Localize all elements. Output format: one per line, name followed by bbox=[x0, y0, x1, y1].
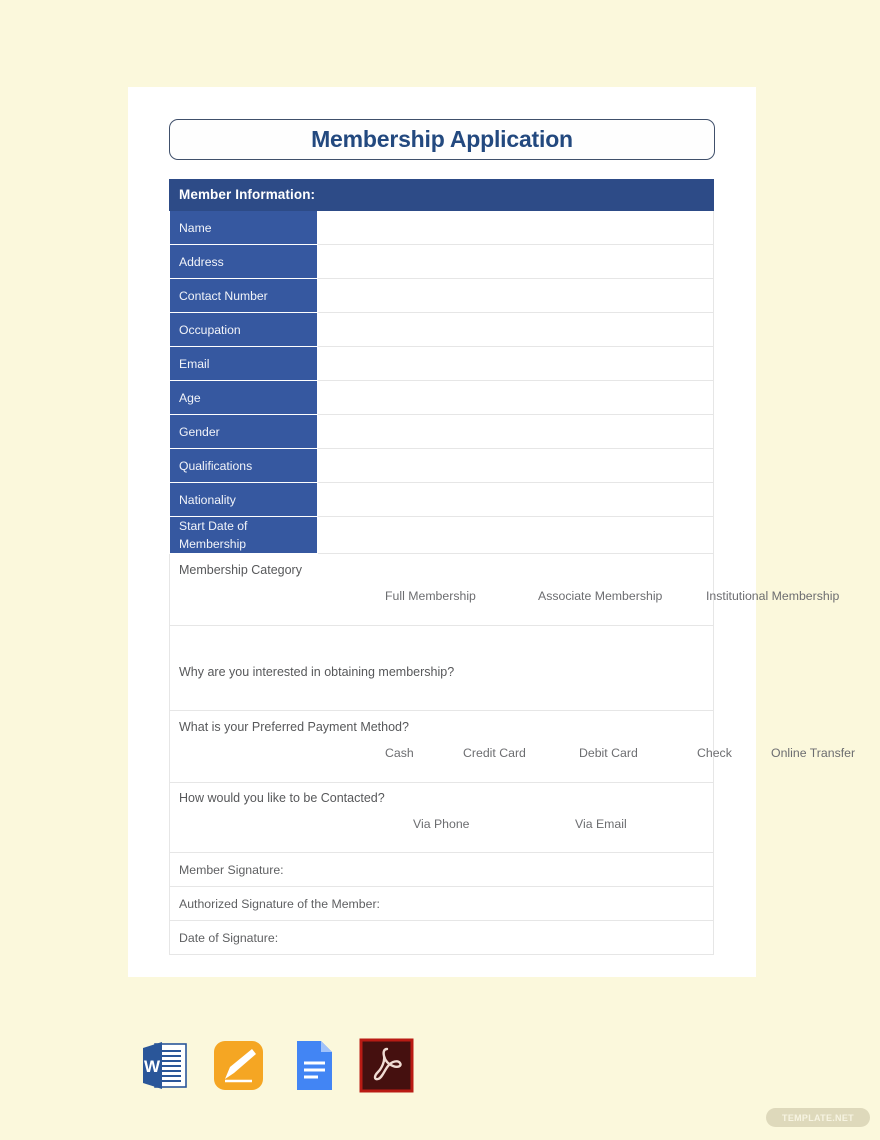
signature-row-date bbox=[170, 921, 714, 955]
payment-method-label: What is your Preferred Payment Method? bbox=[179, 720, 409, 734]
field-input-start-date[interactable] bbox=[318, 517, 714, 554]
label-text: Email bbox=[179, 356, 210, 371]
table-row bbox=[170, 483, 714, 517]
payment-method-cell bbox=[170, 711, 856, 783]
field-input-contact-number[interactable] bbox=[318, 279, 714, 313]
field-label-contact-number bbox=[170, 279, 318, 313]
table-row bbox=[170, 245, 714, 279]
field-label-age bbox=[170, 381, 318, 415]
field-input-occupation[interactable] bbox=[318, 313, 714, 347]
signature-row-member bbox=[170, 853, 714, 887]
table-row bbox=[170, 211, 714, 245]
field-label-name bbox=[170, 211, 318, 245]
field-label-email bbox=[170, 347, 318, 381]
field-input-address[interactable] bbox=[318, 245, 714, 279]
field-label-nationality bbox=[170, 483, 318, 517]
date-of-signature-label: Date of Signature: bbox=[179, 930, 279, 945]
option-credit-card[interactable]: Credit Card bbox=[463, 746, 526, 760]
date-of-signature-cell[interactable] bbox=[170, 921, 714, 955]
section-header-member-information bbox=[170, 180, 714, 211]
option-debit-card[interactable]: Debit Card bbox=[579, 746, 638, 760]
label-text: Age bbox=[179, 390, 201, 405]
interest-label: Why are you interested in obtaining membership? bbox=[179, 664, 455, 679]
svg-text:W: W bbox=[143, 1056, 161, 1076]
label-text: Name bbox=[179, 220, 212, 235]
label-text: Occupation bbox=[179, 322, 241, 337]
question-row-contact-preference bbox=[170, 783, 714, 853]
field-label-gender bbox=[170, 415, 318, 449]
option-via-email[interactable]: Via Email bbox=[575, 817, 627, 831]
section-header-cell bbox=[170, 180, 714, 211]
field-label-start-date bbox=[170, 517, 318, 554]
membership-form-table bbox=[169, 179, 856, 955]
membership-category-label: Membership Category bbox=[179, 563, 302, 577]
field-label-occupation bbox=[170, 313, 318, 347]
authorized-signature-label: Authorized Signature of the Member: bbox=[179, 896, 380, 911]
table-row bbox=[170, 347, 714, 381]
field-label-address bbox=[170, 245, 318, 279]
pdf-icon[interactable] bbox=[358, 1037, 415, 1094]
option-institutional-membership[interactable]: Institutional Membership bbox=[706, 589, 840, 603]
field-label-qualifications bbox=[170, 449, 318, 483]
table-row bbox=[170, 381, 714, 415]
question-row-payment-method bbox=[170, 711, 714, 783]
option-via-phone[interactable]: Via Phone bbox=[413, 817, 470, 831]
option-cash[interactable]: Cash bbox=[385, 746, 414, 760]
apple-pages-icon[interactable] bbox=[210, 1037, 267, 1094]
field-input-gender[interactable] bbox=[318, 415, 714, 449]
field-input-nationality[interactable] bbox=[318, 483, 714, 517]
label-text: Contact Number bbox=[179, 288, 268, 303]
field-input-email[interactable] bbox=[318, 347, 714, 381]
label-text: Address bbox=[179, 254, 224, 269]
google-docs-icon[interactable] bbox=[284, 1037, 341, 1094]
member-signature-label: Member Signature: bbox=[179, 862, 284, 877]
contact-preference-options bbox=[179, 817, 713, 851]
table-row bbox=[170, 449, 714, 483]
table-row bbox=[170, 279, 714, 313]
option-associate-membership[interactable]: Associate Membership bbox=[538, 589, 663, 603]
question-row-interest bbox=[170, 626, 714, 711]
field-input-age[interactable] bbox=[318, 381, 714, 415]
option-full-membership[interactable]: Full Membership bbox=[385, 589, 476, 603]
contact-preference-cell bbox=[170, 783, 714, 853]
signature-row-authorized bbox=[170, 887, 714, 921]
authorized-signature-cell[interactable] bbox=[170, 887, 714, 921]
membership-category-options bbox=[179, 589, 840, 623]
page-title: Membership Application bbox=[311, 126, 573, 152]
file-format-icons bbox=[136, 1036, 415, 1094]
question-row-membership-category bbox=[170, 554, 714, 626]
interest-cell[interactable] bbox=[170, 626, 714, 711]
contact-preference-label: How would you like to be Contacted? bbox=[179, 791, 385, 805]
section-header-label: Member Information: bbox=[179, 187, 316, 202]
document-card bbox=[128, 87, 856, 977]
label-text: Nationality bbox=[179, 492, 236, 507]
option-online-transfer[interactable]: Online Transfer bbox=[771, 746, 856, 760]
label-text: Qualifications bbox=[179, 458, 253, 473]
watermark-text: TEMPLATE.NET bbox=[782, 1112, 854, 1123]
document-title-box bbox=[169, 119, 715, 160]
label-text: Gender bbox=[179, 424, 220, 439]
field-input-name[interactable] bbox=[318, 211, 714, 245]
ms-word-icon[interactable] bbox=[136, 1037, 193, 1094]
member-signature-cell[interactable] bbox=[170, 853, 714, 887]
membership-category-cell bbox=[170, 554, 840, 626]
option-check[interactable]: Check bbox=[697, 746, 732, 760]
table-row bbox=[170, 517, 714, 554]
field-input-qualifications[interactable] bbox=[318, 449, 714, 483]
table-row bbox=[170, 313, 714, 347]
label-text: Start Date of Membership bbox=[179, 519, 248, 551]
watermark-badge bbox=[766, 1108, 870, 1127]
payment-method-options bbox=[179, 746, 856, 780]
table-row bbox=[170, 415, 714, 449]
